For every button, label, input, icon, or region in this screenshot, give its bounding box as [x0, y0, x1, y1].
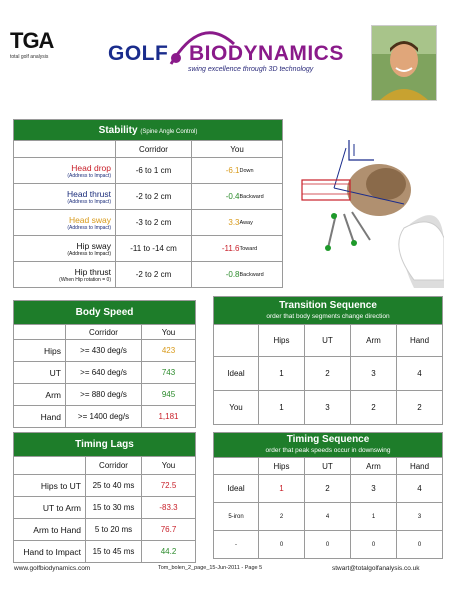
row-label: Head thrust (Address to Impact): [14, 184, 116, 210]
table-row: [14, 362, 196, 384]
corridor-cell: 15 to 30 ms: [86, 497, 142, 519]
table-cell: 0: [351, 531, 397, 559]
corridor-cell: 15 to 45 ms: [86, 541, 142, 563]
you-cell: -11.6: [192, 236, 240, 262]
logo-title: [108, 42, 358, 66]
row-label: Arm: [14, 384, 66, 406]
row-label: -: [214, 531, 259, 559]
stability-title: Stability: [98, 124, 138, 136]
you-cell: -0.8: [192, 262, 240, 288]
timing-lags-col-corridor: Corridor: [86, 457, 142, 475]
logo-tagline: swing excellence through 3D technology: [188, 66, 314, 73]
row-label: UT to Arm: [14, 497, 86, 519]
body-speed-title: Body Speed: [14, 301, 196, 325]
you-cell: 423: [142, 340, 196, 362]
body-speed-col-corridor: Corridor: [66, 325, 142, 340]
you-cell: 743: [142, 362, 196, 384]
table-row: [214, 531, 443, 559]
you-cell: -6.1: [192, 158, 240, 184]
row-label: Head drop (Address to Impact): [14, 158, 116, 184]
table-cell: 3: [351, 475, 397, 503]
table-cell: 3: [397, 503, 443, 531]
corridor-cell: -3 to 2 cm: [116, 210, 192, 236]
table-cell: 2: [259, 503, 305, 531]
table-row: [14, 497, 196, 519]
you-cell: -0.4: [192, 184, 240, 210]
direction-cell: Down: [240, 158, 283, 184]
stability-blank-cell: [14, 141, 116, 158]
row-label: Ideal: [214, 475, 259, 503]
timing-sequence-title: Timing Sequence: [286, 434, 370, 445]
row-label: Hand to Impact: [14, 541, 86, 563]
you-cell: 945: [142, 384, 196, 406]
table-cell: 2: [351, 391, 397, 425]
you-cell: 76.7: [142, 519, 196, 541]
row-label: Head sway (Address to Impact): [14, 210, 116, 236]
table-row: [14, 210, 283, 236]
corridor-cell: >= 1400 deg/s: [66, 406, 142, 428]
table-row: [14, 184, 283, 210]
you-cell: 44.2: [142, 541, 196, 563]
logo-title-part2: BIODYNAMICS: [189, 42, 344, 65]
timing-sequence-header: [214, 433, 443, 458]
golf-biodynamics-logo: [108, 28, 358, 78]
table-row: [214, 357, 443, 391]
row-label: Hand: [14, 406, 66, 428]
column-header: UT: [305, 325, 351, 357]
table-cell: 0: [259, 531, 305, 559]
column-header: UT: [305, 458, 351, 475]
body-speed-col-you: You: [142, 325, 196, 340]
timing-lags-table: [13, 432, 196, 563]
table-cell: 0: [397, 531, 443, 559]
column-header: Arm: [351, 325, 397, 357]
table-cell: 3: [351, 357, 397, 391]
corridor-cell: >= 640 deg/s: [66, 362, 142, 384]
you-cell: -83.3: [142, 497, 196, 519]
table-row: [14, 384, 196, 406]
corridor-cell: -6 to 1 cm: [116, 158, 192, 184]
you-cell: 3.3: [192, 210, 240, 236]
table-cell: 0: [305, 531, 351, 559]
table-cell: 4: [397, 475, 443, 503]
row-label: You: [214, 391, 259, 425]
table-row: [14, 519, 196, 541]
direction-cell: Toward: [240, 236, 283, 262]
row-label: Hip sway (Address to Impact): [14, 236, 116, 262]
direction-cell: Backward: [240, 184, 283, 210]
profile-photo-image: [372, 26, 436, 100]
table-cell: 1: [259, 475, 305, 503]
timing-lags-title: Timing Lags: [14, 433, 196, 457]
transition-header: [214, 297, 443, 325]
timing-sequence-subtitle: order that peak speeds occur in downswing: [265, 447, 391, 454]
table-row: [214, 391, 443, 425]
tga-logo: [10, 30, 70, 68]
corridor-cell: -2 to 2 cm: [116, 262, 192, 288]
timing-lags-blank-cell: [14, 457, 86, 475]
corridor-cell: 25 to 40 ms: [86, 475, 142, 497]
timing-sequence-blank-cell: [214, 458, 259, 475]
column-header: Hand: [397, 458, 443, 475]
table-cell: 1: [351, 503, 397, 531]
table-row: [14, 406, 196, 428]
corridor-cell: 5 to 20 ms: [86, 519, 142, 541]
table-cell: 3: [305, 391, 351, 425]
stability-col-corridor: Corridor: [116, 141, 192, 158]
transition-blank-cell: [214, 325, 259, 357]
corridor-cell: >= 430 deg/s: [66, 340, 142, 362]
table-cell: 1: [259, 357, 305, 391]
you-cell: 72.5: [142, 475, 196, 497]
table-cell: 2: [305, 357, 351, 391]
table-row: [14, 475, 196, 497]
footer-website: www.golfbiodynamics.com: [14, 565, 91, 572]
tga-logo-subtitle: total golf analysis: [10, 54, 49, 60]
row-label: Hips to UT: [14, 475, 86, 497]
profile-photo: [371, 25, 437, 101]
footer-email: stwart@totalgolfanalysis.co.uk: [332, 565, 420, 572]
table-cell: 1: [259, 391, 305, 425]
table-cell: 4: [397, 357, 443, 391]
table-row: [14, 340, 196, 362]
corridor-cell: >= 880 deg/s: [66, 384, 142, 406]
transition-subtitle: order that body segments change direction: [266, 312, 390, 320]
timing-lags-col-you: You: [142, 457, 196, 475]
table-row: [214, 503, 443, 531]
column-header: Hand: [397, 325, 443, 357]
corridor-cell: -2 to 2 cm: [116, 184, 192, 210]
table-row: [214, 475, 443, 503]
stability-table: [13, 119, 283, 288]
head-position-diagram: [294, 128, 444, 288]
table-cell: 2: [397, 391, 443, 425]
table-row: [14, 158, 283, 184]
body-speed-table: [13, 300, 196, 428]
table-row: [14, 541, 196, 563]
row-label: UT: [14, 362, 66, 384]
stability-subtitle: (Spine Angle Control): [140, 128, 198, 135]
column-header: Hips: [259, 325, 305, 357]
transition-title: Transition Sequence: [279, 299, 377, 311]
row-label: 5-iron: [214, 503, 259, 531]
stability-header: [14, 120, 283, 141]
row-label: Ideal: [214, 357, 259, 391]
footer-page-info: Tom_bolen_2_page_15-Jun-2011 - Page 5: [158, 565, 263, 571]
corridor-cell: -11 to -14 cm: [116, 236, 192, 262]
column-header: Hips: [259, 458, 305, 475]
direction-cell: Backward: [240, 262, 283, 288]
row-label: Arm to Hand: [14, 519, 86, 541]
logo-title-part1: GOLF: [108, 42, 169, 65]
body-speed-blank-cell: [14, 325, 66, 340]
you-cell: 1,181: [142, 406, 196, 428]
table-cell: 2: [305, 475, 351, 503]
table-row: [14, 262, 283, 288]
row-label: Hips: [14, 340, 66, 362]
stability-col-you: You: [192, 141, 283, 158]
column-header: Arm: [351, 458, 397, 475]
tga-logo-mark: TGA: [10, 28, 54, 53]
row-label: Hip thrust (When Hip rotation = 0): [14, 262, 116, 288]
transition-sequence-table: [213, 296, 443, 425]
direction-cell: Away: [240, 210, 283, 236]
table-cell: 4: [305, 503, 351, 531]
timing-sequence-table: [213, 432, 443, 559]
table-row: [14, 236, 283, 262]
